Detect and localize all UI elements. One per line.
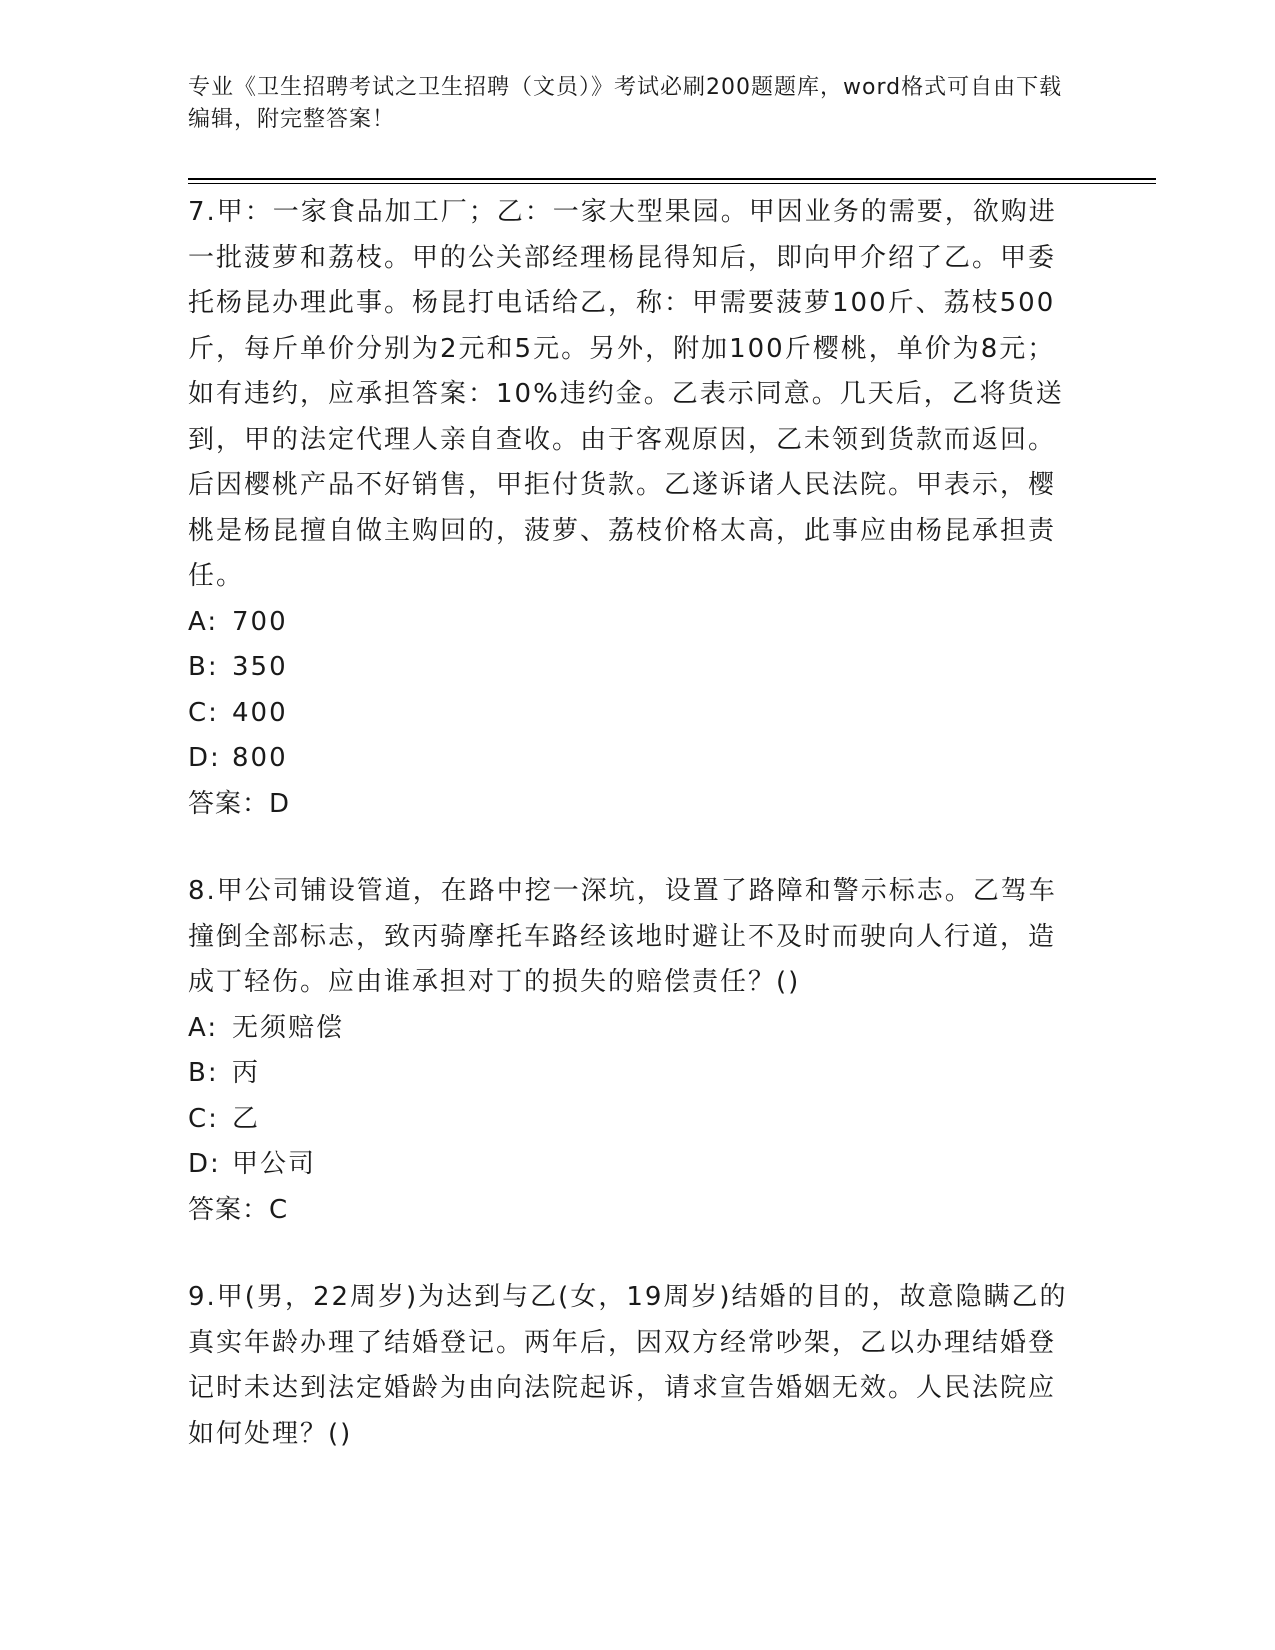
option-letter: D:: [188, 1149, 221, 1179]
option-letter: C:: [188, 1103, 219, 1134]
header-divider-thick: [188, 178, 1156, 180]
option-text: 甲公司: [232, 1149, 317, 1179]
option-d: [188, 736, 1068, 782]
question-list: [188, 190, 1068, 1499]
option-text: 无须赔偿: [232, 1012, 345, 1043]
option-letter: A:: [188, 1012, 219, 1043]
option-letter: A:: [188, 606, 219, 637]
answer-line: 答案：D: [188, 788, 291, 819]
option-text: 400: [232, 697, 288, 728]
option-text: 乙: [232, 1103, 261, 1134]
option-text: 800: [232, 743, 288, 773]
answer-line: 答案：C: [188, 1194, 289, 1225]
question-stem: 7.甲：一家食品加工厂；乙：一家大型果园。甲因业务的需要，欲购进一批菠萝和荔枝。甲的公关部经理杨昆得知后，即向甲介绍了乙。甲委托杨昆办理此事。杨昆打电话给乙，称：甲需要菠萝100斤、荔枝500斤，每斤单价分别为2元和5元。另外，附加100斤樱桃，单价为8元；如有违约，应承担答案：10%违约金。乙表示同意。几天后，乙将货送到，甲的法定代理人亲自查收。由于客观原因，乙未领到货款而返回。后因樱桃产品不好销售，甲拒付货款。乙遂诉诸人民法院。甲表示，樱桃是杨昆擅自做主购回的，菠萝、荔枝价格太高，此事应由杨昆承担责任。: [188, 197, 1064, 591]
option-letter: D:: [188, 743, 221, 773]
option-b: [188, 1051, 1068, 1097]
option-letter: C:: [188, 697, 219, 728]
question-stem: 8.甲公司铺设管道，在路中挖一深坑，设置了路障和警示标志。乙驾车撞倒全部标志，致丙骑摩托车路经该地时避让不及时而驶向人行道，造成丁轻伤。应由谁承担对丁的损失的赔偿责任？(): [188, 876, 1057, 997]
question-8: [188, 869, 1068, 1233]
option-a: [188, 1006, 1068, 1052]
option-text: 丙: [232, 1058, 261, 1088]
option-c: [188, 691, 1068, 737]
question-stem: 9.甲(男，22周岁)为达到与乙(女，19周岁)结婚的目的，故意隐瞒乙的真实年龄办理了结婚登记。两年后，因双方经常吵架，乙以办理结婚登记时未达到法定婚龄为由向法院起诉，请求宣告婚姻无效。人民法院应如何处理？(): [188, 1282, 1068, 1449]
option-letter: B:: [188, 1058, 219, 1088]
option-a: [188, 600, 1068, 646]
option-d: [188, 1142, 1068, 1188]
question-7: [188, 190, 1068, 827]
option-letter: B:: [188, 652, 219, 682]
page-header: 专业《卫生招聘考试之卫生招聘（文员）》考试必刷200题题库，word格式可自由下载编辑，附完整答案！: [188, 75, 1063, 132]
option-text: 700: [232, 606, 288, 637]
option-b: [188, 645, 1068, 691]
header-divider-thin: [188, 183, 1156, 184]
option-text: 350: [232, 652, 288, 682]
option-c: [188, 1097, 1068, 1143]
question-9: [188, 1275, 1068, 1457]
